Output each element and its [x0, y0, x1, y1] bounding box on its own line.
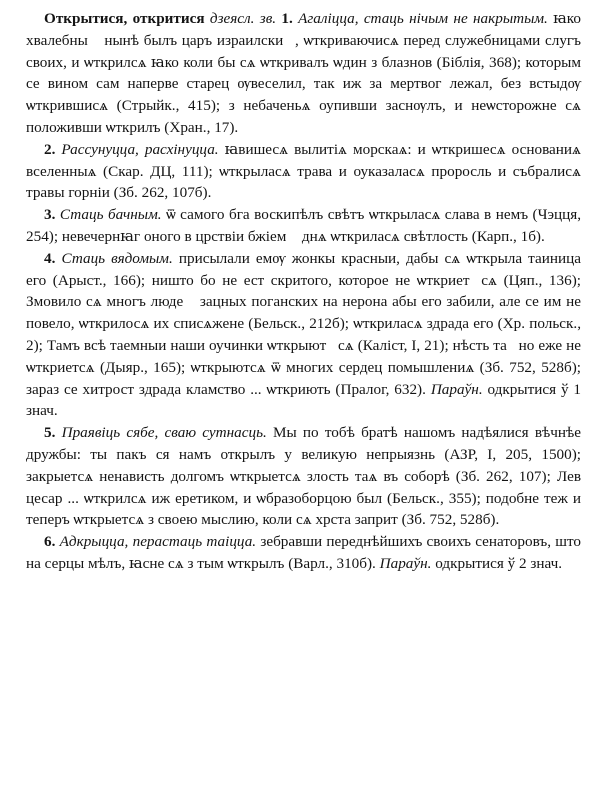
crossref-text: одкрытися ў 1 знач.	[26, 380, 582, 420]
sense-number: 3.	[44, 206, 56, 224]
sense-4	[26, 248, 581, 422]
sense-5	[26, 422, 581, 531]
sense-definition: Стаць бачным.	[59, 206, 162, 224]
crossref-text: одкрытися ў 2 знач.	[435, 554, 563, 572]
sense-6	[26, 531, 581, 575]
sense-2	[26, 139, 581, 204]
sense-definition: Праявіць сябе, сваю сутнасць.	[61, 424, 267, 442]
sense-number: 1.	[281, 10, 293, 27]
sense-citations: зебравши переднѣйшихъ своихъ сенаторовъ, што на серцы мѣлъ, ꙗсне сѧ з тым ѡткрылъ (Варл., 310б).	[26, 533, 581, 572]
headword: Открытися, откритися	[44, 10, 205, 27]
crossref-label: Параўн.	[430, 380, 483, 398]
grammar-label: дзеясл. зв.	[209, 10, 277, 27]
sense-definition: Адкрыцца, перастаць таіцца.	[59, 533, 257, 551]
sense-1	[26, 8, 581, 139]
sense-citations: ꙗко хвалебныꙵ нынѣ былъ царъ израилскиꙵ, ѡткриваючисѧ перед служебницами слугъ своих, и ѡткрилсѧ ꙗко коли бы сѧ ѡткривалъ ѡдин з блазнов (Біблія, 368); которым се вином сам наперве старец ѹвеселил, так иж за мертвог лежал, без встыдѹ ѡткрившисѧ (Стрыйк., 415); з небаченьѧ оупивши заснѹлъ, и неѡсторожне сѧ положивши ѡткрилъ (Хран., 17).	[26, 10, 582, 136]
sense-definition: Стаць вядомым.	[61, 249, 173, 267]
sense-definition: Агаліцца, стаць нічым не накрытым.	[298, 10, 548, 27]
sense-citations: ꙗвишесѧ вылитіѧ морскаѧ: и ѡткришесѧ основаниѧ вселенныѧ (Скар. ДЦ, 111); ѡткрыласѧ трава и оуказаласѧ проросль и събралисѧ травы горніи (Зб. 262, 107б).	[26, 140, 582, 202]
sense-number: 4.	[44, 249, 56, 267]
sense-citations: Мы по тобѣ братѣ нашомъ надѣялися вѣчнѣе дружбы: ты пакъ ся намъ открылъ у великую непрыязнь (АЗР, I, 205, 1500); закрыетсѧ ненависть долгомъ ѡткрыетсѧ злость таѧ въ соборѣ (Зб. 262, 107); Лев цесар ... ѡткрилсѧ иж еретиком, и ѡбразоборцою был (Бельск., 355); подобне теж и теперъ ѡткрыетсѧ з своею мыслию, коли сѧ хрста заприт (Зб. 752, 528б).	[26, 424, 582, 529]
sense-number: 6.	[44, 533, 56, 551]
sense-3	[26, 204, 581, 248]
sense-citations: присылали емѹ жонкы красныи, дабы сѧ ѡткрыла таиница его (Арыст., 166); ништо бо не ест скритого, которое не ѡткриетꙵсѧ (Цяп., 136); Змовило сѧ многъ людеꙵ зацных поганских на нерона абы его забили, але се им не повело, ѡткрилосѧ их списѧжене (Бельск., 212б); ѡткриласѧ здрада его (Хр. польск., 2); Тамъ всѣ таемныи наши оучинки ѡткрыютꙵсѧ (Каліст, I, 21); нѣсть таꙵно еже не ѡткриетсѧ (Дыяр., 165); ѡткрыютсѧ ѿ многих сердец помышлениѧ (Зб. 752, 528б); зараз се хитрост здрада кламство ... ѡткриють (Пралог, 632).	[26, 249, 582, 398]
sense-number: 2.	[44, 140, 56, 158]
sense-definition: Рассунуцца, расхінуцца.	[61, 140, 219, 158]
sense-number: 5.	[44, 424, 56, 442]
crossref-label: Параўн.	[379, 554, 432, 572]
sense-citations: ѿ самого бга воскипѣлъ свѣтъ ѡткрыласѧ слава в немъ (Чэцця, 254); невечернꙗг оного в црствіи бжіемꙵ днѧ ѡткриласѧ свѣтлость (Карп., 1б).	[26, 206, 582, 245]
